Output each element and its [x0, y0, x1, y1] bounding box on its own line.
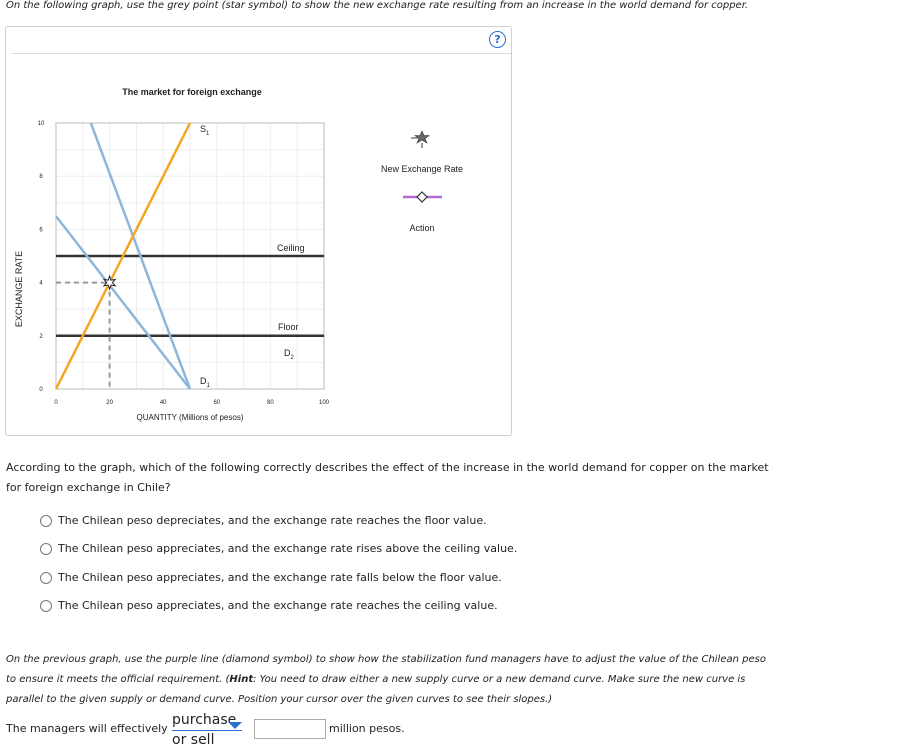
radio-button[interactable] [40, 543, 52, 555]
dropdown-option-purchase[interactable]: purchase [172, 712, 237, 728]
s1-label: $S_1$ [200, 124, 210, 137]
option-2[interactable]: The Chilean peso appreciates, and the exchange rate rises above the ceiling value. [40, 542, 517, 555]
amount-input[interactable] [254, 719, 326, 739]
y-tick-label: 10 [37, 121, 45, 127]
units-label: million pesos. [329, 722, 405, 735]
x-tick-label: 20 [106, 400, 113, 406]
graph-title: The market for foreign exchange [122, 87, 262, 97]
radio-button[interactable] [40, 600, 52, 612]
x-axis-label: QUANTITY (Millions of pesos) [136, 413, 244, 422]
help-icon[interactable]: ? [489, 31, 506, 48]
y-tick-label: 2 [39, 333, 43, 340]
dropdown-option-sell[interactable]: or sell [172, 732, 215, 748]
radio-button[interactable] [40, 572, 52, 584]
legend-action-tool[interactable] [403, 192, 442, 202]
dropdown-arrow-icon[interactable] [228, 722, 242, 729]
star-tool-icon[interactable] [415, 131, 429, 143]
managers-label: The managers will effectively [6, 722, 168, 735]
question-text: According to the graph, which of the following correctly describes the effect of the increase in the world demand for copper on the market for foreign exchange in Chile? [6, 461, 769, 494]
x-ticks [54, 400, 329, 406]
radio-button[interactable] [40, 515, 52, 527]
option-4[interactable]: The Chilean peso appreciates, and the exchange rate reaches the ceiling value. [40, 599, 498, 612]
legend-star-tool[interactable] [411, 131, 429, 148]
x-tick-label: 60 [213, 400, 221, 406]
y-tick-label: 6 [39, 227, 43, 234]
graph-panel [5, 26, 512, 436]
y-axis-label: EXCHANGE RATE [14, 250, 24, 328]
legend-action: Action [409, 223, 435, 233]
diamond-tool-icon[interactable] [417, 192, 427, 202]
exchange-graph [6, 27, 511, 435]
instruction-2: On the previous graph, use the purple line (diamond symbol) to show how the stabilization fund managers have to adjust the value of the Chilean peso to ensure it meets the official requirement. (Hint: You need to draw either a new supply curve or a new demand curve. Make sure the new curve is parallel to the given supply or demand curve. Position your cursor over the given curves to see their slopes.) [6, 654, 766, 705]
y-tick-label: 8 [39, 174, 43, 181]
d1-label: $D_1$ [200, 376, 210, 389]
option-3[interactable]: The Chilean peso appreciates, and the exchange rate falls below the floor value. [40, 571, 502, 584]
purchase-or-sell-dropdown[interactable] [172, 711, 242, 750]
legend-new-exchange-rate: New Exchange Rate [380, 164, 464, 174]
y-ticks [38, 121, 45, 393]
x-tick-label: 100 [318, 400, 330, 406]
floor-label: Floor [278, 322, 299, 332]
y-tick-label: 4 [39, 280, 43, 287]
x-tick-label: 0 [54, 400, 58, 406]
option-1[interactable]: The Chilean peso depreciates, and the exchange rate reaches the floor value. [40, 514, 487, 527]
ceiling-label: Ceiling [277, 243, 305, 253]
y-tick-label: 0 [39, 387, 43, 393]
x-tick-label: 40 [159, 400, 167, 406]
x-tick-label: 80 [267, 400, 274, 406]
instruction-1: On the following graph, use the grey point (star symbol) to show the new exchange rate resulting from an increase in the world demand for copper. [6, 0, 749, 11]
demand-d2-line[interactable] [56, 216, 190, 389]
d2-label: $D_2$ [284, 348, 294, 361]
